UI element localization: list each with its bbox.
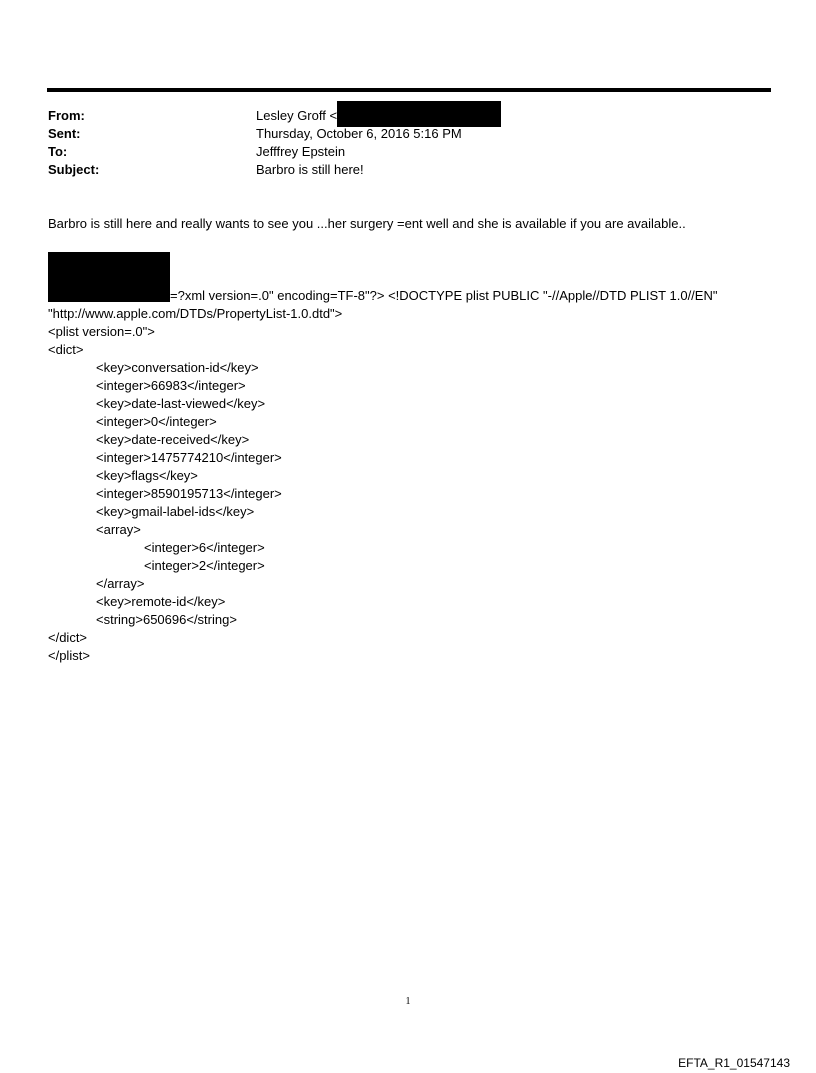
plist-line: <string>650696</string> xyxy=(96,612,237,627)
plist-line: <key>date-last-viewed</key> xyxy=(96,396,266,411)
plist-line: <integer>6</integer> xyxy=(144,540,265,555)
sent-value: Thursday, October 6, 2016 5:16 PM xyxy=(256,126,462,141)
plist-line: <integer>0</integer> xyxy=(96,414,217,429)
plist-line: <integer>2</integer> xyxy=(144,558,265,573)
plist-line: "http://www.apple.com/DTDs/PropertyList-1.0.dtd"> xyxy=(48,306,343,321)
plist-line: </dict> xyxy=(48,630,88,645)
redaction-box xyxy=(337,101,501,127)
header-rule xyxy=(47,88,771,92)
sent-label: Sent: xyxy=(48,126,81,141)
bates-number: EFTA_R1_01547143 xyxy=(678,1056,790,1070)
plist-block xyxy=(0,287,816,683)
plist-line: <dict> xyxy=(48,342,84,357)
message-body: Barbro is still here and really wants to see you ...her surgery =ent well and she is available if you are available.. xyxy=(48,216,686,231)
plist-line: </array> xyxy=(96,576,145,591)
to-label: To: xyxy=(48,144,68,159)
subject-label: Subject: xyxy=(48,162,100,177)
plist-line: <integer>66983</integer> xyxy=(96,378,246,393)
plist-line: <key>remote-id</key> xyxy=(96,594,226,609)
plist-line: <key>conversation-id</key> xyxy=(96,360,259,375)
plist-line: <plist version=.0"> xyxy=(48,324,155,339)
subject-value: Barbro is still here! xyxy=(256,162,364,177)
plist-line: <integer>1475774210</integer> xyxy=(96,450,282,465)
plist-line: <integer>8590195713</integer> xyxy=(96,486,282,501)
page-number: 1 xyxy=(405,996,411,1007)
to-value: Jefffrey Epstein xyxy=(256,144,346,159)
plist-line: <key>flags</key> xyxy=(96,468,198,483)
plist-line: </plist> xyxy=(48,648,90,663)
from-label: From: xyxy=(48,108,85,123)
plist-line: =?xml version=.0" encoding=TF-8"?> <!DOCTYPE plist PUBLIC "-//Apple//DTD PLIST 1.0//EN" xyxy=(170,288,718,303)
plist-line: <array> xyxy=(96,522,141,537)
plist-line: <key>date-received</key> xyxy=(96,432,250,447)
plist-line: <key>gmail-label-ids</key> xyxy=(96,504,255,519)
from-value: Lesley Groff < xyxy=(256,108,338,123)
